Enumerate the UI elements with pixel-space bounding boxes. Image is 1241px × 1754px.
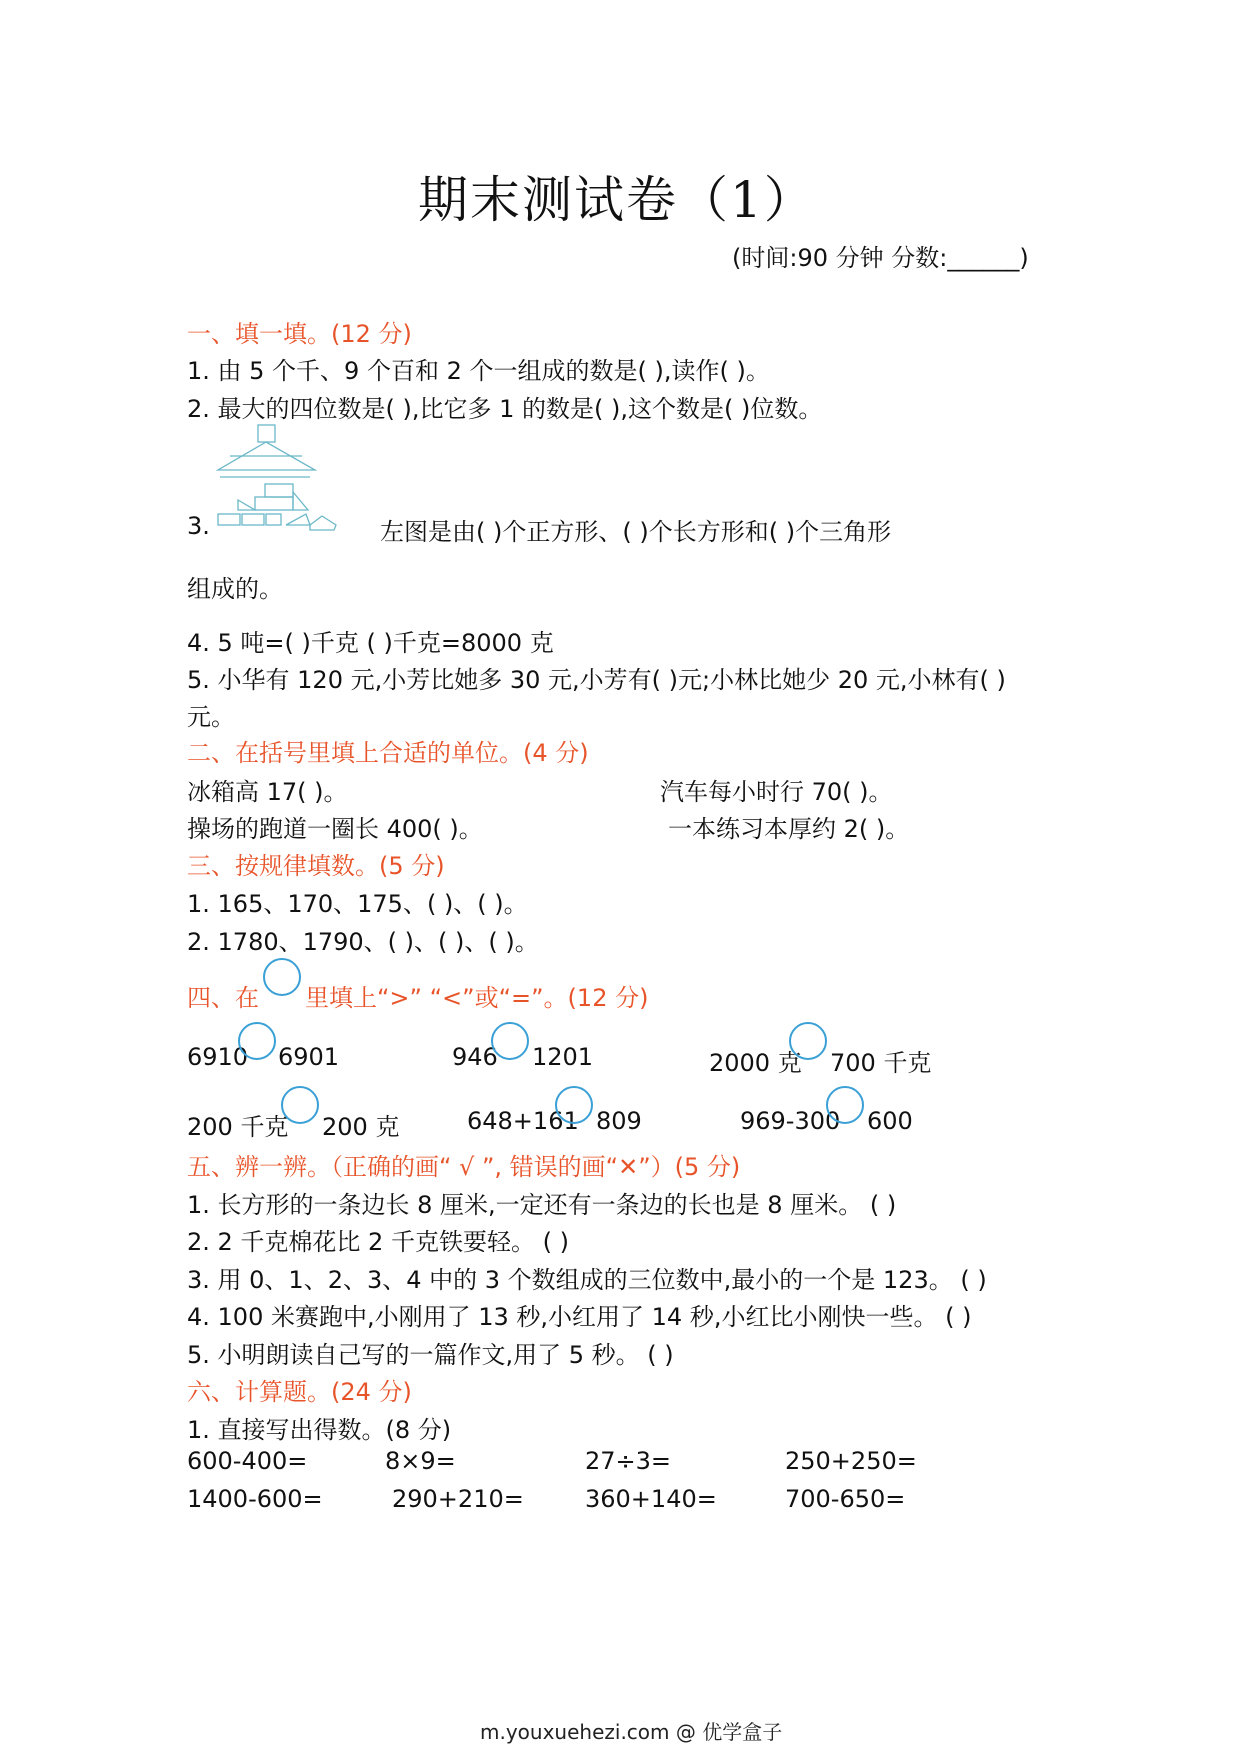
page-title: 期末测试卷（1）: [418, 171, 816, 229]
calc-item: 700-650=: [785, 1485, 906, 1513]
figure-trapezoid: [310, 516, 336, 530]
section-6-heading: 六、计算题。(24 分): [187, 1378, 412, 1406]
figure-square: [266, 514, 281, 525]
figure-rectangle: [218, 514, 240, 525]
s5-question-1: 1. 长方形的一条边长 8 厘米,一定还有一条边的长也是 8 厘米。 ( ): [187, 1191, 897, 1219]
s2-item-track: 操场的跑道一圈长 400( )。: [187, 815, 483, 843]
compare-left-5: 648+161: [467, 1107, 579, 1135]
compare-circle-2[interactable]: [491, 1022, 529, 1060]
s5-question-3: 3. 用 0、1、2、3、4 中的 3 个数组成的三位数中,最小的一个是 123。 ( ): [187, 1266, 987, 1294]
figure-rectangle: [255, 497, 293, 510]
compare-circle-4[interactable]: [281, 1086, 319, 1124]
figure-rectangle: [265, 484, 293, 497]
compare-left-4: 200 千克: [187, 1113, 289, 1141]
calc-item: 600-400=: [187, 1447, 308, 1475]
compare-right-5: 809: [596, 1107, 642, 1135]
figure-square: [258, 425, 275, 442]
s1-question-5-continued: 元。: [187, 703, 235, 731]
s5-question-2: 2. 2 千克棉花比 2 千克铁要轻。 ( ): [187, 1228, 569, 1256]
s3-question-1: 1. 165、170、175、( )、( )。: [187, 890, 528, 918]
s1-question-3-number: 3.: [187, 512, 210, 540]
s2-item-car: 汽车每小时行 70( )。: [660, 778, 893, 806]
compare-right-2: 1201: [532, 1043, 594, 1071]
calc-item: 290+210=: [392, 1485, 524, 1513]
section-2-heading: 二、在括号里填上合适的单位。(4 分): [187, 739, 589, 767]
exam-meta: (时间:90 分钟 分数:______): [732, 244, 1029, 272]
calc-item: 1400-600=: [187, 1485, 323, 1513]
compare-left-6: 969-300: [740, 1107, 841, 1135]
figure-triangle: [286, 514, 310, 525]
section-3-heading: 三、按规律填数。(5 分): [187, 852, 445, 880]
compare-left-1: 6910: [187, 1043, 249, 1071]
compare-right-4: 200 克: [322, 1113, 400, 1141]
calc-item: 360+140=: [585, 1485, 717, 1513]
section-4-heading-b: 里填上“>” “<”或“=”。(12 分): [305, 984, 649, 1012]
calc-item: 250+250=: [785, 1447, 917, 1475]
s2-item-notebook: 一本练习本厚约 2( )。: [668, 815, 910, 843]
section-1-heading: 一、填一填。(12 分): [187, 320, 412, 348]
section-4-heading-a: 四、在: [187, 984, 259, 1012]
figure-triangle: [238, 500, 255, 510]
s6-sub-1: 1. 直接写出得数。(8 分): [187, 1416, 452, 1444]
s5-question-5: 5. 小明朗读自己写的一篇作文,用了 5 秒。 ( ): [187, 1341, 674, 1369]
compare-circle-3[interactable]: [789, 1022, 827, 1060]
s1-question-1: 1. 由 5 个千、9 个百和 2 个一组成的数是( ),读作( )。: [187, 357, 770, 385]
s1-question-3: 左图是由( )个正方形、( )个长方形和( )个三角形: [380, 518, 892, 546]
s3-question-2: 2. 1780、1790、( )、( )、( )。: [187, 928, 539, 956]
compare-left-3: 2000 克: [709, 1049, 802, 1077]
compare-right-3: 700 千克: [830, 1049, 932, 1077]
figure-rectangle: [242, 514, 264, 525]
shapes-figure: [210, 422, 340, 534]
footer-watermark: m.youxuehezi.com @ 优学盒子: [480, 1720, 783, 1744]
compare-circle-6[interactable]: [826, 1086, 864, 1124]
s1-question-4: 4. 5 吨=( )千克 ( )千克=8000 克: [187, 629, 554, 657]
s5-question-4: 4. 100 米赛跑中,小刚用了 13 秒,小红用了 14 秒,小红比小刚快一些。 ( ): [187, 1303, 972, 1331]
section-5-heading: 五、辨一辨。（正确的画“ √ ”, 错误的画“✕”）(5 分): [187, 1153, 741, 1181]
s1-question-5: 5. 小华有 120 元,小芳比她多 30 元,小芳有( )元;小林比她少 20 元,小林有( ): [187, 666, 1006, 694]
s1-question-3-continued: 组成的。: [187, 575, 283, 603]
compare-circle-1[interactable]: [238, 1022, 276, 1060]
heading-circle: [263, 958, 301, 996]
s2-item-fridge: 冰箱高 17( )。: [187, 778, 348, 806]
compare-right-1: 6901: [278, 1043, 340, 1071]
figure-triangle: [293, 492, 308, 510]
calc-item: 27÷3=: [585, 1447, 672, 1475]
calc-item: 8×9=: [385, 1447, 456, 1475]
compare-left-2: 946: [452, 1043, 498, 1071]
compare-circle-5[interactable]: [555, 1086, 593, 1124]
s1-question-2: 2. 最大的四位数是( ),比它多 1 的数是( ),这个数是( )位数。: [187, 395, 823, 423]
compare-right-6: 600: [867, 1107, 913, 1135]
